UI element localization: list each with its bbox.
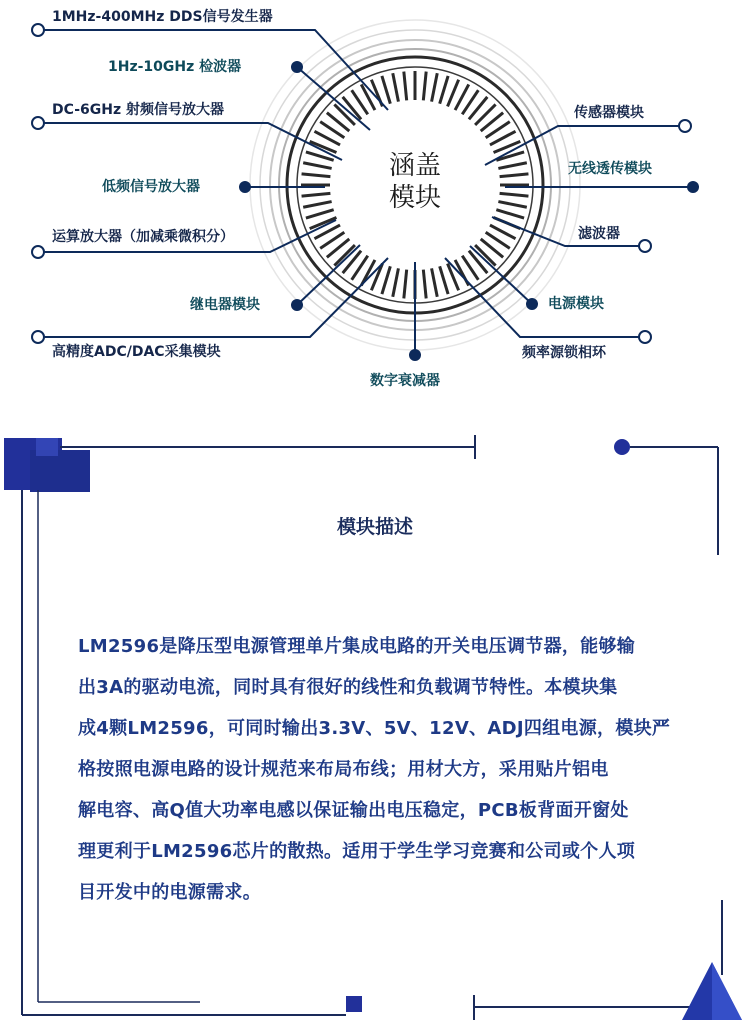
description-line: LM2596是降压型电源管理单片集成电路的开关电压调节器，能够输 xyxy=(78,636,636,657)
description-line: 格按照电源电路的设计规范来布局布线；用材大方，采用贴片铝电 xyxy=(78,759,609,780)
description-line: 目开发中的电源需求。 xyxy=(78,882,261,903)
description-line: 理更利于LM2596芯片的散热。适用于学生学习竞赛和公司或个人项 xyxy=(78,841,636,862)
label-opamp: 运算放大器（加减乘微积分） xyxy=(52,229,234,245)
label-dds-generator: 1MHz-400MHz DDS信号发生器 xyxy=(52,9,273,25)
center-label xyxy=(355,150,475,214)
description-title: 模块描述 xyxy=(336,516,413,538)
frame-top-right-dot xyxy=(614,439,630,455)
tick-mark xyxy=(393,268,399,296)
tick-mark xyxy=(448,80,459,107)
tick-mark xyxy=(423,270,426,299)
dot-opamp xyxy=(32,246,44,258)
dot-dds xyxy=(32,24,44,36)
description-body xyxy=(78,626,718,913)
tick-mark xyxy=(440,266,448,294)
tick-mark xyxy=(496,210,524,218)
tick-mark xyxy=(393,73,399,101)
label-attenuator: 数字衰减器 xyxy=(370,373,440,389)
tick-mark xyxy=(498,202,526,208)
label-wireless: 无线透传模块 xyxy=(568,161,652,177)
center-label-line2: 模块 xyxy=(388,183,441,213)
label-power: 电源模块 xyxy=(548,296,604,312)
description-line: 出3A的驱动电流，同时具有很好的线性和负载调节特性。本模块集 xyxy=(78,677,618,698)
dot-attenuator xyxy=(409,349,421,361)
dot-pll xyxy=(639,331,651,343)
tick-mark xyxy=(302,193,331,196)
dot-power xyxy=(526,298,538,310)
tick-mark xyxy=(500,193,529,196)
tick-mark xyxy=(382,76,390,104)
tick-mark xyxy=(371,264,382,291)
label-lf-amplifier: 低频信号放大器 xyxy=(102,179,200,195)
dot-detector xyxy=(291,61,303,73)
label-relay: 继电器模块 xyxy=(190,297,260,313)
frame-bottom-square xyxy=(346,996,362,1012)
tick-mark xyxy=(440,76,448,104)
dot-relay xyxy=(291,299,303,311)
label-adc-dac: 高精度ADC/DAC采集模块 xyxy=(52,344,221,360)
description-line: 解电容、高Q值大功率电感以保证输出电压稳定，PCB板背面开窗处 xyxy=(78,800,629,821)
frame-block-small xyxy=(30,450,90,492)
tick-mark xyxy=(500,174,529,177)
tick-mark xyxy=(404,270,407,299)
description-line: 成4颗LM2596，可同时输出3.3V、5V、12V、ADJ四组电源，模块严 xyxy=(78,718,671,739)
tick-mark xyxy=(494,141,521,152)
dot-adc xyxy=(32,331,44,343)
frame-corner-triangle-shade xyxy=(712,962,742,1020)
center-label-line1: 涵盖 xyxy=(388,151,441,181)
tick-mark xyxy=(432,268,438,296)
label-detector: 1Hz-10GHz 检波器 xyxy=(108,59,242,75)
label-pll: 频率源锁相环 xyxy=(522,345,606,361)
frame-block-inner xyxy=(36,438,58,456)
dot-wireless xyxy=(687,181,699,193)
label-rf-amplifier: DC-6GHz 射频信号放大器 xyxy=(52,102,224,118)
dot-filter xyxy=(639,240,651,252)
tick-mark xyxy=(404,72,407,101)
label-sensor: 传感器模块 xyxy=(574,105,644,121)
tick-mark xyxy=(303,202,331,208)
dot-sensor xyxy=(679,120,691,132)
tick-mark xyxy=(382,266,390,294)
dot-lf-amp xyxy=(239,181,251,193)
tick-mark xyxy=(303,163,331,169)
dot-rf-amp xyxy=(32,117,44,129)
tick-mark xyxy=(423,72,426,101)
label-filter: 滤波器 xyxy=(578,226,620,242)
tick-mark xyxy=(432,73,438,101)
tick-mark xyxy=(302,174,331,177)
tick-mark xyxy=(306,210,334,218)
tick-mark xyxy=(498,163,526,169)
